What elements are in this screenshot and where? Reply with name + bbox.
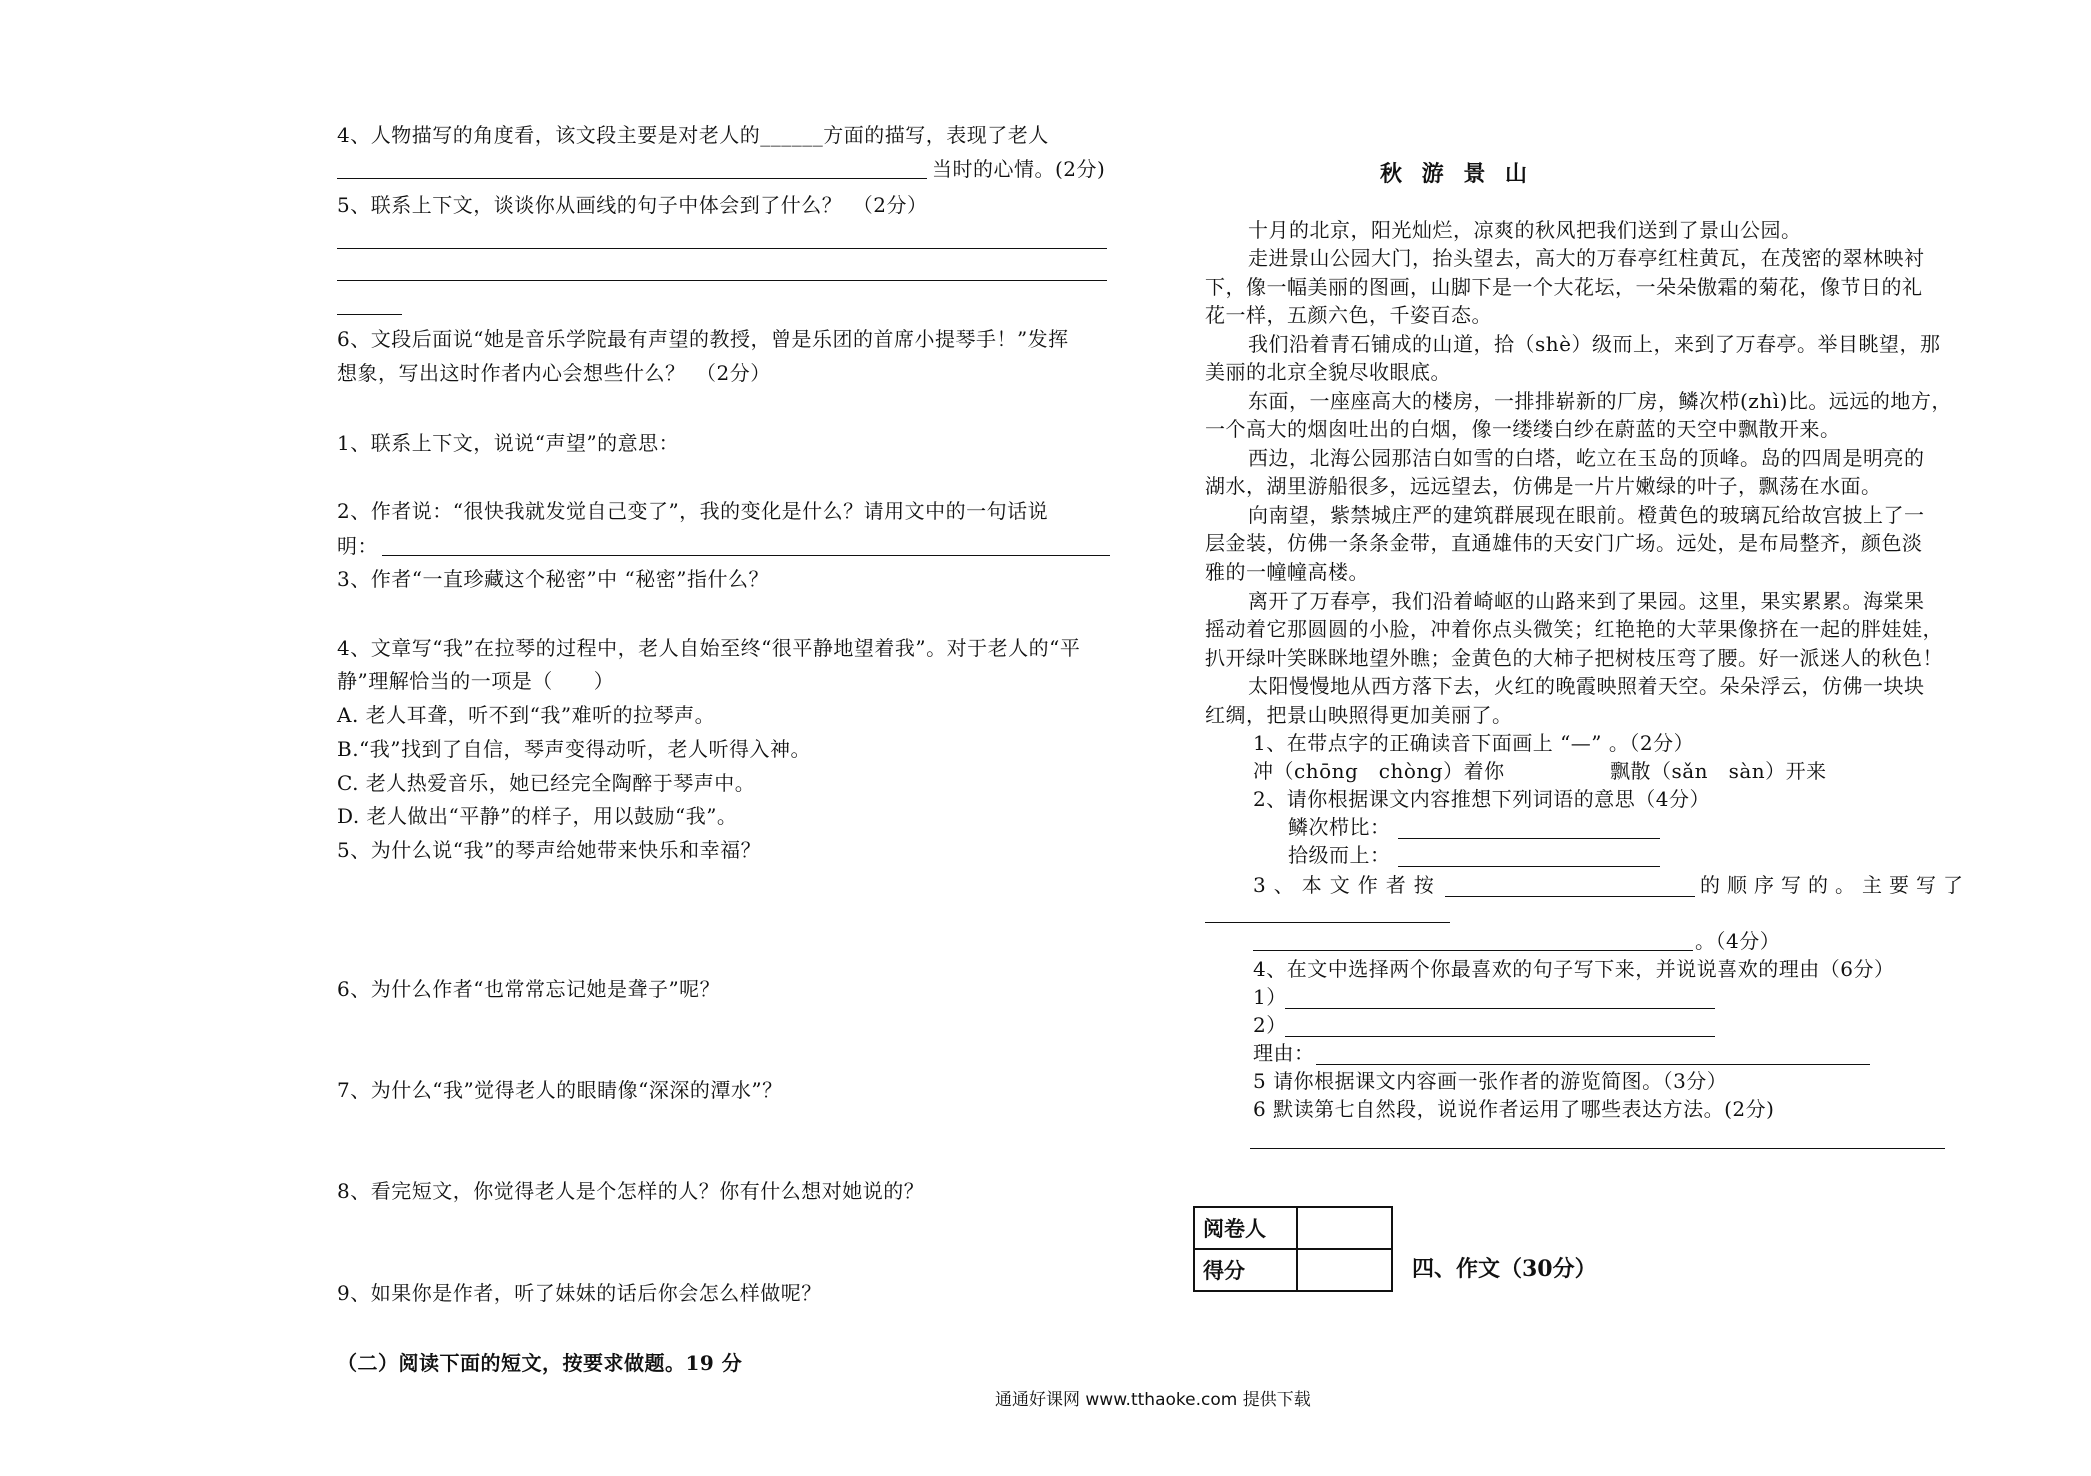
paragraph-line: 西边，北海公园那洁白如雪的白塔，屹立在玉岛的顶峰。岛的四周是明亮的 [1248, 446, 1925, 470]
left-line-2: 当时的心情。(2分) [932, 157, 1106, 181]
question-6: 6 默读第七自然段，说说作者运用了哪些表达方法。(2分) [1253, 1097, 1775, 1121]
answer-line[interactable] [1398, 838, 1660, 839]
left-line-11: 静”理解恰当的一项是（ ） [337, 669, 615, 693]
footer-source: 通通好课网 www.tthaoke.com 提供下载 [995, 1390, 1311, 1410]
question-4: 4、在文中选择两个你最喜欢的句子写下来，并说说喜欢的理由（6分） [1253, 957, 1895, 981]
paragraph-line: 红绸，把景山映照得更加美丽了。 [1205, 703, 1513, 727]
answer-line[interactable] [1398, 866, 1660, 867]
question-3-part-c: 。（4分） [1695, 929, 1781, 953]
paragraph-line: 离开了万春亭，我们沿着崎岖的山路来到了果园。这里，果实累累。海棠果 [1248, 589, 1925, 613]
paragraph-line: 东面，一座座高大的楼房，一排排崭新的厂房，鳞次栉(zhì)比。远远的地方， [1248, 389, 1952, 413]
paragraph-line: 雅的一幢幢高楼。 [1205, 560, 1369, 584]
answer-line[interactable] [1285, 1036, 1715, 1037]
grader-cell[interactable] [1297, 1207, 1392, 1249]
paragraph-line: 摇动着它那圆圆的小脸，冲着你点头微笑；红艳艳的大苹果像挤在一起的胖娃娃， [1205, 617, 1943, 641]
answer-line[interactable] [337, 280, 1107, 281]
paragraph-line: 向南望，紫禁城庄严的建筑群展现在眼前。橙黄色的玻璃瓦给故宫披上了一 [1248, 503, 1925, 527]
paragraph-line: 层金装，仿佛一条条金带，直通雄伟的天安门广场。远处，是布局整齐，颜色淡 [1205, 531, 1923, 555]
paragraph-line: 花一样，五颜六色，千姿百态。 [1205, 303, 1492, 327]
choice-c: C. 老人热爱音乐，她已经完全陶醉于琴声中。 [337, 771, 756, 795]
score-label: 得分 [1194, 1249, 1297, 1291]
left-line-8: 明： [337, 534, 378, 558]
paragraph-line: 美丽的北京全貌尽收眼底。 [1205, 360, 1451, 384]
left-line-18: 8、看完短文，你觉得老人是个怎样的人？你有什么想对她说的？ [337, 1179, 925, 1203]
section-4-heading: 四、作文（30分） [1412, 1256, 1597, 1282]
left-line-3: 5、联系上下文，谈谈你从画线的句子中体会到了什么？ （2分） [337, 193, 928, 217]
left-line-19: 9、如果你是作者，听了妹妹的话后你会怎么样做呢？ [337, 1281, 822, 1305]
choice-d: D. 老人做出“平静”的样子，用以鼓励“我”。 [337, 804, 738, 828]
question-1-option-a: 冲（chōng chòng）着你 [1253, 759, 1505, 783]
article-title: 秋 游 景 山 [1380, 161, 1533, 187]
left-line-4: 6、文段后面说“她是音乐学院最有声望的教授，曾是乐团的首席小提琴手！”发挥 [337, 327, 1069, 351]
answer-line[interactable] [1445, 896, 1695, 897]
left-line-1: 4、人物描写的角度看，该文段主要是对老人的______方面的描写，表现了老人 [337, 123, 1049, 147]
question-1: 1、在带点字的正确读音下面画上 “—” 。（2分） [1253, 731, 1695, 755]
left-line-15: 5、为什么说“我”的琴声给她带来快乐和幸福？ [337, 838, 762, 862]
section-2-heading: （二）阅读下面的短文，按要求做题。19 分 [337, 1351, 743, 1375]
paragraph-line: 走进景山公园大门，抬头望去，高大的万春亭红柱黄瓦，在茂密的翠林映衬 [1248, 246, 1925, 270]
question-2: 2、请你根据课文内容推想下列词语的意思（4分） [1253, 787, 1710, 811]
paragraph-line: 下，像一幅美丽的图画，山脚下是一个大花坛，一朵朵傲霜的菊花，像节日的礼 [1205, 275, 1923, 299]
question-4-reason: 理由： [1253, 1041, 1315, 1065]
answer-line[interactable] [337, 248, 1107, 249]
left-line-7: 2、作者说：“很快我就发觉自己变了”，我的变化是什么？请用文中的一句话说 [337, 499, 1049, 523]
paragraph-line: 湖水，湖里游船很多，远远望去，仿佛是一片片嫩绿的叶子，飘荡在水面。 [1205, 474, 1882, 498]
question-4-item-1: 1） [1253, 985, 1287, 1009]
question-2-word-a: 鳞次栉比： [1288, 815, 1391, 839]
answer-line[interactable] [337, 314, 402, 315]
left-line-10: 4、文章写“我”在拉琴的过程中，老人自始至终“很平静地望着我”。对于老人的“平 [337, 636, 1081, 660]
question-4-item-2: 2） [1253, 1013, 1287, 1037]
left-line-5: 想象，写出这时作者内心会想些什么？ （2分） [337, 361, 771, 385]
grader-label: 阅卷人 [1194, 1207, 1297, 1249]
question-3-part-a: 3、本文作者按 [1253, 873, 1442, 897]
paragraph-line: 太阳慢慢地从西方落下去，火红的晚霞映照着天空。朵朵浮云，仿佛一块块 [1248, 674, 1925, 698]
left-line-17: 7、为什么“我”觉得老人的眼睛像“深深的潭水”？ [337, 1078, 783, 1102]
score-cell[interactable] [1297, 1249, 1392, 1291]
answer-line[interactable] [1285, 1008, 1715, 1009]
paragraph-line: 十月的北京，阳光灿烂，凉爽的秋风把我们送到了景山公园。 [1248, 218, 1802, 242]
left-line-9: 3、作者“一直珍藏这个秘密”中 “秘密”指什么？ [337, 567, 769, 591]
score-table [1193, 1206, 1393, 1292]
paragraph-line: 我们沿着青石铺成的山道，拾（shè）级而上，来到了万春亭。举目眺望，那 [1248, 332, 1941, 356]
paragraph-line: 一个高大的烟囱吐出的白烟，像一缕缕白纱在蔚蓝的天空中飘散开来。 [1205, 417, 1841, 441]
question-1-option-b: 飘散（sǎn sàn）开来 [1610, 759, 1827, 783]
left-line-16: 6、为什么作者“也常常忘记她是聋子”呢？ [337, 977, 721, 1001]
answer-line[interactable] [382, 555, 1110, 556]
paragraph-line: 扒开绿叶笑眯眯地望外瞧；金黄色的大柿子把树枝压弯了腰。好一派迷人的秋色！ [1205, 646, 1943, 670]
choice-b: B.“我”找到了自信，琴声变得动听，老人听得入神。 [337, 737, 812, 761]
answer-line[interactable] [1316, 1064, 1870, 1065]
left-line-6: 1、联系上下文，说说“声望”的意思： [337, 431, 680, 455]
answer-line[interactable] [1250, 1148, 1945, 1149]
choice-a: A. 老人耳聋，听不到“我”难听的拉琴声。 [337, 703, 716, 727]
answer-line[interactable] [337, 178, 927, 179]
answer-line[interactable] [1253, 950, 1693, 951]
question-3-part-b: 的顺序写的。主要写了 [1700, 873, 1970, 897]
question-5: 5 请你根据课文内容画一张作者的游览简图。（3分） [1253, 1069, 1728, 1093]
question-2-word-b: 拾级而上： [1288, 843, 1391, 867]
answer-line[interactable] [1205, 922, 1450, 923]
